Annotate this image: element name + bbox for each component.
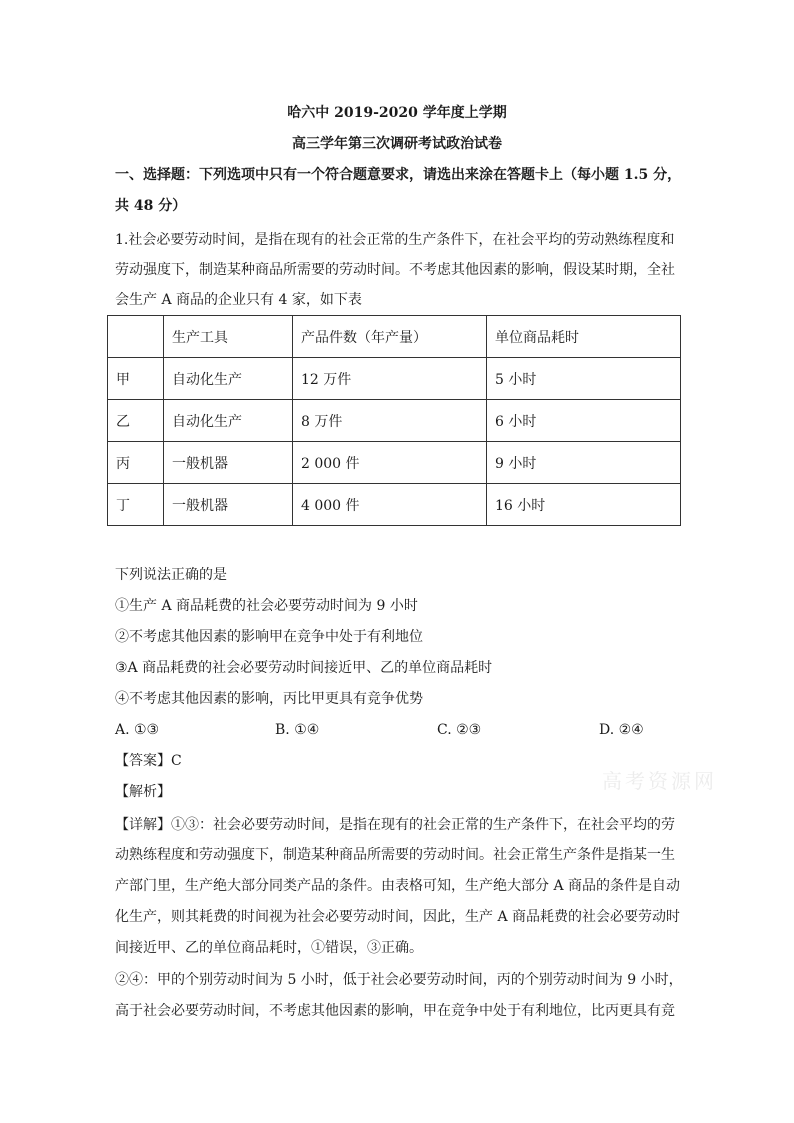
table-cell: 6 小时: [487, 400, 681, 442]
question-stem-line: 劳动强度下，制造某种商品所需要的劳动时间。不考虑其他因素的影响，假设某时期，全社: [115, 262, 675, 278]
statement-item: ③A 商品耗费的社会必要劳动时间接近甲、乙的单位商品耗时: [115, 660, 493, 676]
table-cell: 12 万件: [293, 358, 487, 400]
analysis-line: ②④：甲的个别劳动时间为 5 小时，低于社会必要劳动时间，丙的个别劳动时间为 9 小时，: [115, 972, 683, 988]
table-row: [108, 442, 681, 484]
answer-line: 【答案】C: [115, 753, 182, 769]
table-cell: 4 000 件: [293, 484, 487, 526]
option-d: D. ②④: [599, 722, 644, 738]
table-cell: 16 小时: [487, 484, 681, 526]
table-cell: 自动化生产: [164, 358, 293, 400]
section-heading-line-2: 共 48 分）: [115, 198, 187, 214]
table-row: [108, 484, 681, 526]
statement-item: ②不考虑其他因素的影响甲在竞争中处于有利地位: [115, 629, 423, 645]
page-title: 哈六中 2019-2020 学年度上学期: [287, 105, 507, 121]
table-cell: 甲: [108, 358, 164, 400]
section-heading-line-1: 一、选择题：下列选项中只有一个符合题意要求，请选出来涂在答题卡上（每小题 1.5 分，: [115, 167, 682, 183]
table-cell: 2 000 件: [293, 442, 487, 484]
analysis-line: 间接近甲、乙的单位商品耗时，①错误，③正确。: [115, 940, 423, 956]
analysis-line: 产部门里，生产绝大部分同类产品的条件。由表格可知，生产绝大部分 A 商品的条件是自动: [115, 878, 681, 894]
table-cell: 9 小时: [487, 442, 681, 484]
question-stem-line: 1.社会必要劳动时间，是指在现有的社会正常的生产条件下，在社会平均的劳动熟练程度和: [115, 232, 675, 248]
table-header-cell: 产品件数（年产量）: [293, 316, 487, 358]
table-cell: 8 万件: [293, 400, 487, 442]
table-cell: 一般机器: [164, 442, 293, 484]
table-cell: 自动化生产: [164, 400, 293, 442]
table-header-cell: 生产工具: [164, 316, 293, 358]
table-row: [108, 358, 681, 400]
analysis-line: 【详解】①③：社会必要劳动时间，是指在现有的社会正常的生产条件下，在社会平均的劳: [115, 817, 675, 833]
question-prompt: 下列说法正确的是: [115, 567, 227, 583]
option-b: B. ①④: [275, 722, 320, 738]
table-cell: 乙: [108, 400, 164, 442]
statement-item: ①生产 A 商品耗费的社会必要劳动时间为 9 小时: [115, 598, 418, 614]
table-cell: 一般机器: [164, 484, 293, 526]
table-cell: 丁: [108, 484, 164, 526]
table-header-cell: [108, 316, 164, 358]
option-c: C. ②③: [437, 722, 482, 738]
table-header-row: [108, 316, 681, 358]
analysis-line: 高于社会必要劳动时间，不考虑其他因素的影响，甲在竞争中处于有利地位，比丙更具有竞: [115, 1003, 675, 1019]
exam-subtitle: 高三学年第三次调研考试政治试卷: [292, 136, 502, 152]
analysis-label: 【解析】: [115, 784, 171, 800]
table-row: [108, 400, 681, 442]
production-table: [107, 315, 681, 526]
analysis-line: 化生产，则其耗费的时间视为社会必要劳动时间，因此，生产 A 商品耗费的社会必要劳动时: [115, 909, 681, 925]
statement-item: ④不考虑其他因素的影响，丙比甲更具有竞争优势: [115, 691, 423, 707]
table-header-cell: 单位商品耗时: [487, 316, 681, 358]
table-cell: 丙: [108, 442, 164, 484]
question-stem-line: 会生产 A 商品的企业只有 4 家，如下表: [115, 292, 362, 308]
analysis-line: 动熟练程度和劳动强度下，制造某种商品所需要的劳动时间。社会正常生产条件是指某一生: [115, 847, 675, 863]
watermark: 高考资源网: [602, 769, 717, 793]
table-cell: 5 小时: [487, 358, 681, 400]
option-a: A. ①③: [115, 722, 160, 738]
